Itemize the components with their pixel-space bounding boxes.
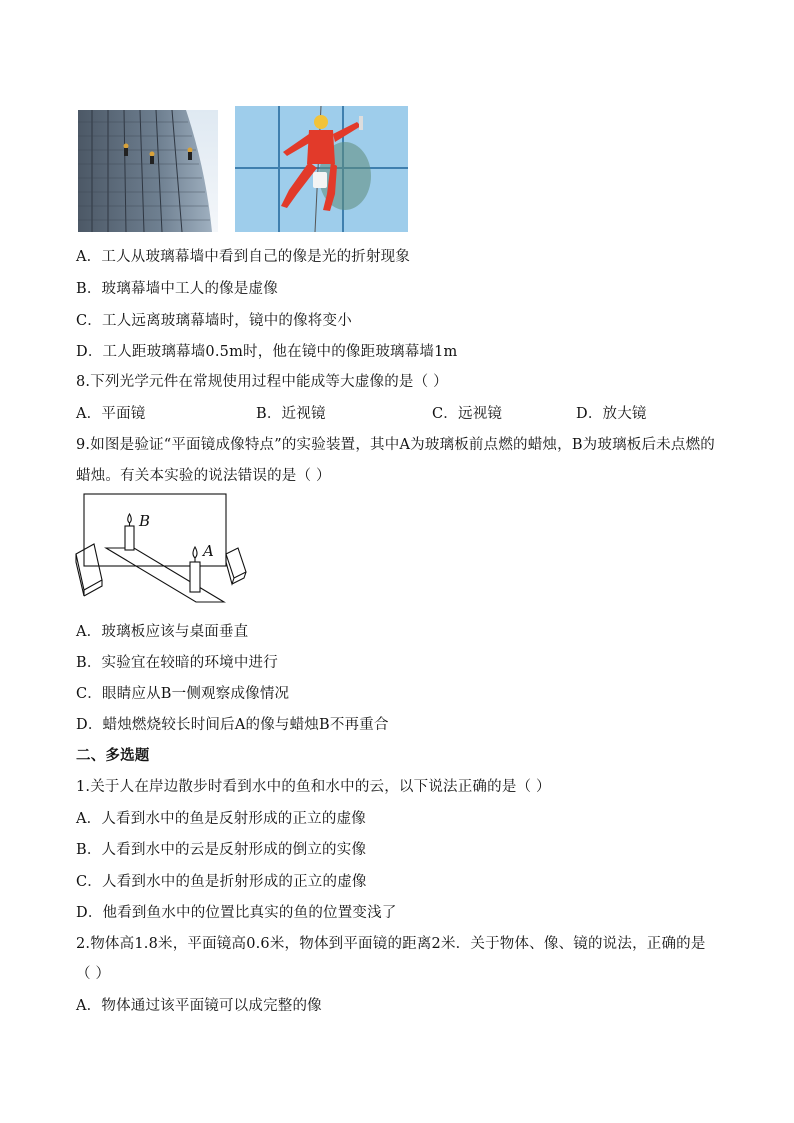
candle-a (190, 562, 200, 592)
m1-option-d: D．他看到鱼水中的位置比真实的鱼的位置变浅了 (76, 905, 397, 921)
q9-option-b: B．实验宜在较暗的环境中进行 (76, 655, 278, 671)
q9-stem-line1: 9.如图是验证“平面镜成像特点”的实验装置，其中A为玻璃板前点燃的蜡烛，B为玻璃板后未点燃的 (76, 437, 715, 453)
m2-stem-line1: 2.物体高1.8米，平面镜高0.6米，物体到平面镜的距离2米．关于物体、像、镜的说法，正确的是 (76, 936, 706, 952)
m2-option-a: A．物体通过该平面镜可以成完整的像 (76, 998, 322, 1014)
q8-stem: 8.下列光学元件在常规使用过程中能成等大虚像的是（ ） (76, 374, 448, 390)
q7-option-a: A．工人从玻璃幕墙中看到自己的像是光的折射现象 (76, 249, 411, 265)
m1-stem: 1.关于人在岸边散步时看到水中的鱼和水中的云，以下说法正确的是（ ） (76, 779, 551, 795)
m1-option-b: B．人看到水中的云是反射形成的倒立的实像 (76, 842, 367, 858)
q8-option-c: C．远视镜 (432, 406, 503, 422)
m1-option-c: C．人看到水中的鱼是折射形成的正立的虚像 (76, 874, 367, 890)
q9-option-d: D．蜡烛燃烧较长时间后A的像与蜡烛B不再重合 (76, 717, 389, 733)
q8-option-b: B．近视镜 (256, 406, 326, 422)
q7-option-d: D．工人距玻璃幕墙0.5m时，他在镜中的像距玻璃幕墙1m (76, 344, 458, 360)
label-b: B (139, 512, 151, 530)
q7-option-b: B．玻璃幕墙中工人的像是虚像 (76, 281, 278, 297)
label-a: A (203, 542, 214, 560)
q7-option-c: C．工人远离玻璃幕墙时，镜中的像将变小 (76, 313, 352, 329)
building-window-cleaners-photo (78, 110, 218, 232)
q8-option-a: A．平面镜 (76, 406, 146, 422)
plane-mirror-experiment-diagram (72, 492, 252, 616)
candle-b (125, 526, 134, 550)
m1-option-a: A．人看到水中的鱼是反射形成的正立的虚像 (76, 811, 366, 827)
window-cleaner-worker-photo (235, 106, 408, 232)
section-title-multiple-choice: 二、多选题 (76, 747, 150, 764)
left-support (76, 544, 102, 590)
q9-option-c: C．眼睛应从B一侧观察成像情况 (76, 686, 290, 702)
q9-option-a: A．玻璃板应该与桌面垂直 (76, 624, 249, 640)
m2-stem-line2: （ ） (76, 966, 111, 982)
q8-option-d: D．放大镜 (576, 406, 647, 422)
q9-stem-line2: 蜡烛。有关本实验的说法错误的是（ ） (76, 468, 331, 484)
